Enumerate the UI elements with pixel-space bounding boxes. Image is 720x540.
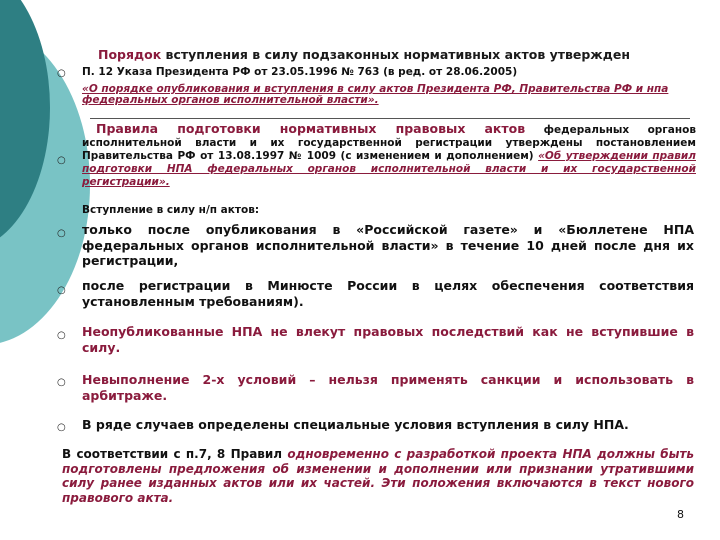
bullet-icon: ○ (57, 377, 66, 388)
block-1-body (82, 65, 696, 106)
rules-rest: федеральных органов исполнительной власти и их государственной регистрации утверждены постановлением Правительства РФ от 13.08.1997 № 1009 (с изменением и дополнением) (82, 124, 696, 162)
rules-paragraph (82, 122, 696, 189)
divider (90, 118, 690, 119)
footer-italic: одновременно с разработкой проекта НПА должны быть подготовлены предложения об изменении и дополнении или признании утратившими силу ранее изданных актов или их частей. Эти положения включаются в текст нового правового акта. (62, 447, 694, 505)
heading-1-rest: вступления в силу подзаконных нормативных актов утвержден (161, 47, 630, 62)
bullet-icon: ○ (57, 330, 66, 341)
list-item-text: Невыполнение 2-х условий – нельзя применять санкции и использовать в арбитраже. (82, 372, 694, 403)
bullet-icon: ○ (57, 155, 66, 166)
list-item (82, 372, 694, 403)
footer-text (62, 447, 694, 505)
list-item (82, 324, 694, 355)
list-item-text: после регистрации в Минюсте России в целях обеспечения соответствия установленным требованиям). (82, 278, 694, 309)
heading-1-lead: Порядок (98, 47, 162, 62)
bullet-icon: ○ (57, 228, 66, 239)
block-1 (98, 47, 698, 63)
footer-paragraph (62, 447, 694, 505)
list-item (82, 417, 694, 433)
decree-line: П. 12 Указа Президента РФ от 23.05.1996 № 763 (в ред. от 28.06.2005) (82, 66, 518, 78)
list-item (82, 278, 694, 309)
bullet-icon: ○ (57, 422, 66, 433)
bullet-icon: ○ (57, 285, 66, 296)
list-item-text: В ряде случаев определены специальные условия вступления в силу НПА. (82, 417, 629, 432)
bullet-icon: ○ (57, 68, 66, 79)
list-item-text: Неопубликованные НПА не влекут правовых последствий как не вступившие в силу. (82, 324, 694, 355)
entry-intro-block (82, 203, 682, 217)
list-item-text: только после опубликования в «Российской газете» и «Бюллетене НПА федеральных органов исполнительной власти» в течение 10 дней после дня их регистрации, (82, 222, 694, 268)
rules-link[interactable]: «Об утверждении правил подготовки НПА федеральных органов исполнительной власти и их государственной регистрации». (82, 150, 696, 188)
heading-1 (98, 47, 698, 63)
entry-intro: Вступление в силу н/п актов: (82, 204, 260, 216)
list-item (82, 222, 694, 269)
page-number: 8 (677, 508, 684, 521)
footer-lead: В соответствии с п.7, 8 Правил (62, 447, 288, 461)
block-2 (82, 122, 696, 189)
decree-link[interactable]: «О порядке опубликования и вступления в силу актов Президента РФ, Правительства РФ и нпа федеральных органов исполнительной власти». (82, 83, 669, 106)
rules-lead: Правила подготовки нормативных правовых актов (96, 121, 526, 136)
